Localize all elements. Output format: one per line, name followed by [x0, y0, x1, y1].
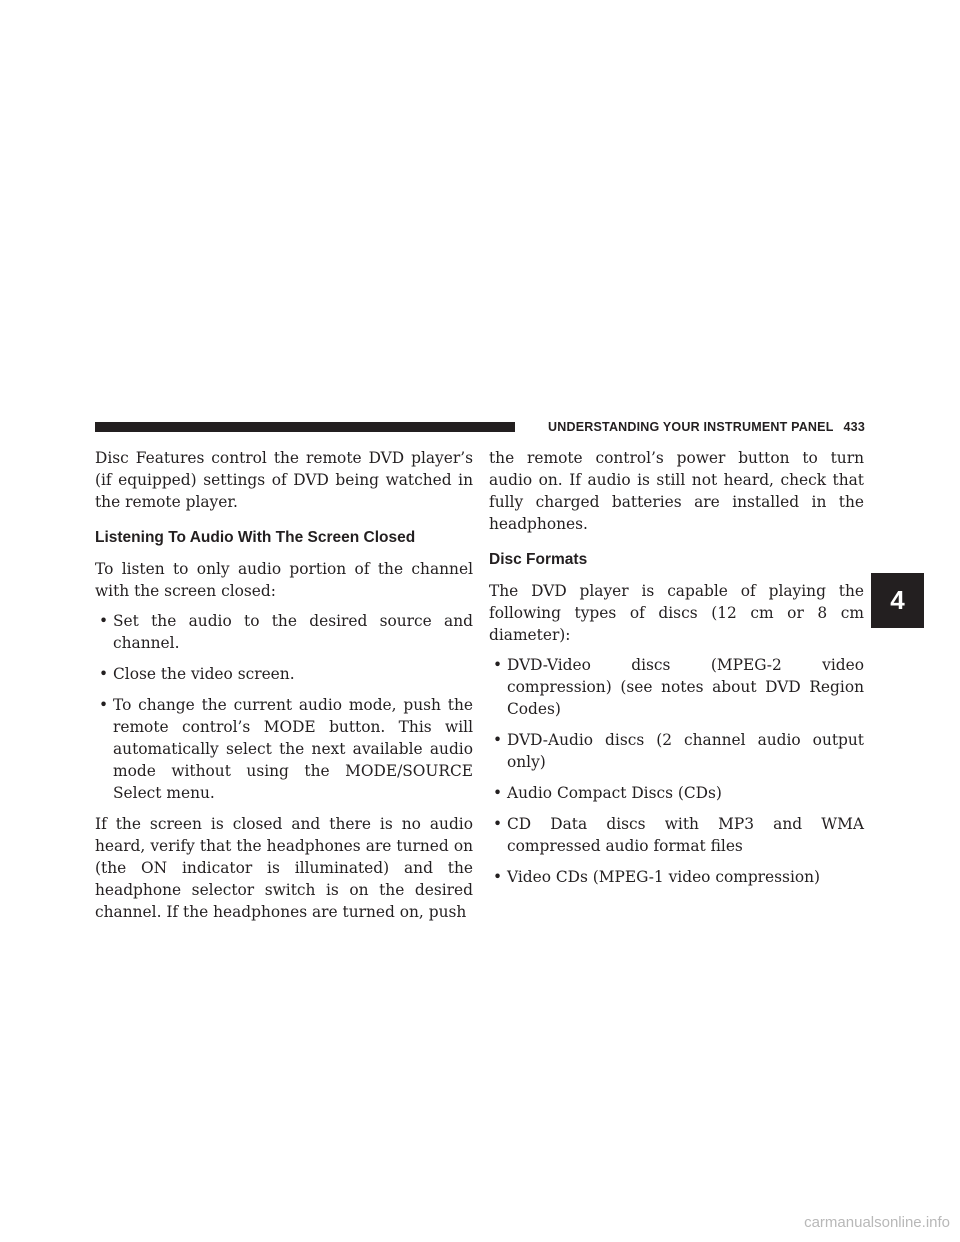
running-header — [530, 419, 865, 435]
disc-formats-list — [489, 654, 864, 888]
heading-listening-audio: Listening To Audio With The Screen Closed — [95, 529, 416, 546]
list-item: • DVD-Video discs (MPEG-2 video compression) (see notes about DVD Region Codes) — [489, 654, 864, 720]
heading-disc-formats: Disc Formats — [489, 551, 588, 568]
list-item: • Audio Compact Discs (CDs) — [489, 782, 864, 804]
list-item: • Set the audio to the desired source and channel. — [95, 610, 473, 654]
lead-paragraph: The DVD player is capable of playing the following types of discs (12 cm or 8 cm diameter): — [489, 582, 864, 644]
right-column — [489, 447, 864, 897]
left-column — [95, 447, 473, 923]
list-item: • Video CDs (MPEG-1 video compression) — [489, 866, 864, 888]
watermark: carmanualsonline.info — [804, 1214, 950, 1231]
section-title: UNDERSTANDING YOUR INSTRUMENT PANEL — [548, 420, 834, 434]
list-item: • To change the current audio mode, push the remote control’s MODE button. This will automatically select the next available audio mode without using the MODE/SOURCE Select menu. — [95, 694, 473, 804]
list-item: • CD Data discs with MP3 and WMA compressed audio format files — [489, 813, 864, 857]
list-item: • Close the video screen. — [95, 663, 473, 685]
lead-paragraph: To listen to only audio portion of the channel with the screen closed: — [95, 560, 473, 600]
header-rule — [95, 422, 515, 432]
section-tab: 4 — [871, 573, 924, 628]
continuation-paragraph: the remote control’s power button to turn audio on. If audio is still not heard, check that fully charged batteries are installed in the headphones. — [489, 449, 864, 533]
closing-paragraph: If the screen is closed and there is no audio heard, verify that the headphones are turned on (the ON indicator is illuminated) and the headphone selector switch is on the desired channel. If the headphones are turned on, push — [95, 815, 473, 921]
intro-paragraph: Disc Features control the remote DVD player’s (if equipped) settings of DVD being watched in the remote player. — [95, 449, 473, 511]
audio-steps-list — [95, 610, 473, 804]
list-item: • DVD-Audio discs (2 channel audio output only) — [489, 729, 864, 773]
page-number: 433 — [843, 420, 865, 434]
